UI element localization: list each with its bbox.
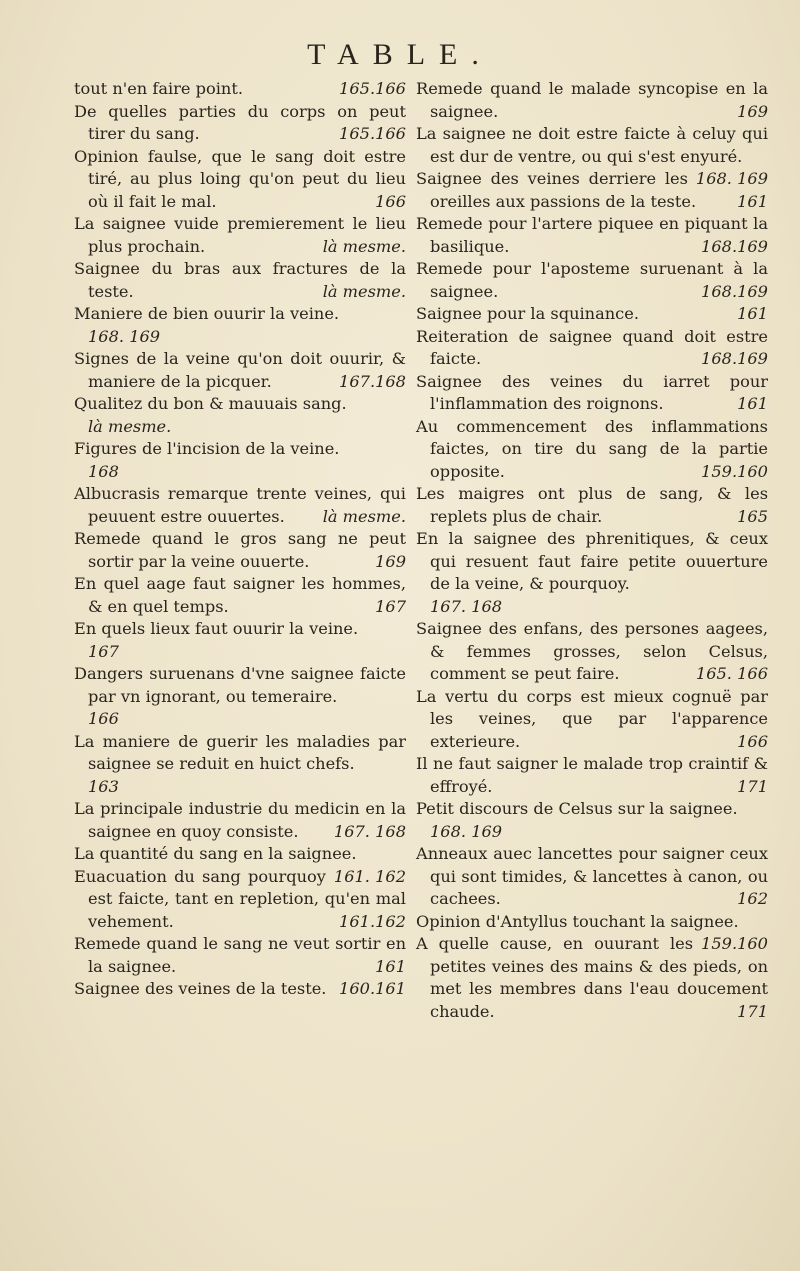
entry-text: Saignee des veines derriere les oreilles aux passions de la teste. [416,169,697,211]
entry-text: Petit discours de Celsus sur la saignee. [416,799,738,818]
page-ref: 167 [375,596,406,616]
page-ref: 161 [375,956,406,976]
entry-text: Il ne faut saigner le malade trop craintif & effroyé. [416,754,768,796]
page-ref: 167. 168 [333,821,406,841]
entry-text: Maniere de bien ouurir la veine. [74,304,340,323]
page-ref: 166 [737,731,768,751]
entry-text: Dangers suruenans d'vne saignee faicte par vn ignorant, ou temeraire. [74,664,406,706]
index-entry [416,798,768,843]
entry-text: Saignee pour la squinance. [416,304,639,323]
index-entry [416,911,768,953]
entry-text: Remede pour l'aposteme suruenant à la saignee. [416,259,768,301]
entry-text: Saignee des veines de la teste. [74,979,327,998]
page-ref: 171 [737,776,768,796]
index-entry [74,843,406,886]
page-ref: 165.166 [339,79,406,98]
index-column-left [74,78,406,1001]
index-entry [74,146,406,214]
page-ref: 166 [88,709,119,728]
index-entry [416,618,768,686]
index-entry [74,483,406,528]
entry-text: Saignee des veines du iarret pour l'inflammation des roignons. [416,371,768,413]
index-entry [74,393,406,438]
index-entry [416,123,768,188]
page-ref: 159.160 [701,934,768,953]
entry-text: Albucrasis remarque trente veines, qui peuuent estre ouuertes. [74,484,406,526]
entry-text: Reiteration de saignee quand doit estre faicte. [416,326,768,368]
entry-text: La quantité du sang en la saignee. [74,844,357,863]
index-column-right [416,78,768,1023]
index-entry [74,213,406,258]
entry-text: La maniere de guerir les maladies par saignee se reduit en huict chefs. [74,731,406,773]
entry-text: Remede quand le sang ne veut sortir en la saignee. [74,934,406,976]
page-ref: 161. 162 [333,866,406,886]
index-entry [74,528,406,573]
index-entry [74,731,406,799]
page-ref: 166 [375,191,406,211]
page-ref: 160.161 [339,979,406,998]
index-entry [74,933,406,978]
page-ref: 167 [88,641,119,661]
page-ref: 165.166 [339,124,406,143]
entry-text: Au commencement des inflammations faictes, on tire du sang de la partie opposite. [416,416,768,481]
page-ref: 169 [375,551,406,571]
entry-text: La saignee vuide premierement le lieu plus prochain. [74,214,406,256]
page-ref: là mesme. [322,281,406,301]
entry-text: En quel aage faut saigner les hommes, & en quel temps. [74,574,406,616]
index-entry [416,483,768,528]
index-entry [416,371,768,416]
entry-text: Qualitez du bon & mauuais sang. [74,394,347,413]
entry-text: Remede quand le malade syncopise en la saignee. [416,79,768,121]
page-ref: 168.169 [701,236,768,256]
index-entry [74,258,406,303]
entry-text: La principale industrie du medicin en la saignee en quoy consiste. [74,799,406,841]
index-entry [416,258,768,303]
index-entry [416,528,768,618]
page-ref: 167. 168 [430,596,503,616]
page-ref: 165 [737,506,768,526]
page-ref: 161.162 [339,911,406,931]
page-ref: 168 [88,461,119,481]
page-ref: 161 [737,191,768,211]
index-entry [416,303,768,326]
entry-text: Opinion faulse, que le sang doit estre tiré, au plus loing qu'on peut du lieu où il fait le mal. [74,146,406,211]
entry-text: En quels lieux faut ouurir la veine. [74,619,359,638]
index-entry [74,303,406,348]
page-ref: 165. 166 [695,664,768,683]
index-entry [416,78,768,123]
entry-text: Opinion d'Antyllus touchant la saignee. [416,911,739,931]
page-ref: 168. 169 [430,821,503,841]
page-ref: 167.168 [339,371,406,391]
entry-text: Signes de la veine qu'on doit ouurir, & maniere de la picquer. [74,349,406,391]
index-entry [74,573,406,618]
page-ref: 168.169 [701,349,768,368]
page-ref: 171 [737,1001,768,1021]
entry-text: Remede quand le gros sang ne peut sortir par la veine ouuerte. [74,529,406,571]
entry-text: Euacuation du sang pourquoy est faicte, tant en repletion, qu'en mal vehement. [74,866,406,931]
entry-text: Remede pour l'artere piquee en piquant la basilique. [416,214,768,256]
page-ref: 163 [88,776,119,796]
page-ref: 169 [737,101,768,121]
page-ref: là mesme. [322,236,406,256]
index-entry [74,438,406,483]
index-entry [74,618,406,663]
index-entry [74,663,406,731]
index-entry [74,348,406,393]
entry-text: tout n'en faire point. [74,79,243,98]
entry-text: La saignee ne doit estre faicte à celuy qui est dur de ventre, ou qui s'est enyuré. [416,124,768,166]
page-ref: 168. 169 [695,169,768,188]
entry-text: De quelles parties du corps on peut tirer du sang. [74,101,406,143]
index-entry [416,753,768,798]
page-ref: 161 [737,394,768,413]
index-entry [74,978,406,1001]
entry-text: Anneaux auec lancettes pour saigner ceux qui sont timides, & lancettes à canon, ou cachees. [416,844,768,908]
page-ref: 161 [737,304,768,323]
entry-text: La vertu du corps est mieux cognuë par les veines, que par l'apparence exterieure. [416,686,768,751]
page-ref: 162 [737,889,768,908]
page-ref: 168. 169 [88,326,161,346]
page-ref: là mesme. [322,506,406,526]
entry-text: Saignee des enfans, des persones aagees, & femmes grosses, selon Celsus, comment se peut faire. [416,619,768,683]
index-entry [74,78,406,101]
page-ref: 159.160 [701,461,768,481]
page-ref: 168.169 [701,281,768,301]
index-entry [416,416,768,484]
index-entry [74,798,406,843]
index-entry [416,843,768,911]
entry-text: Les maigres ont plus de sang, & les replets plus de chair. [416,484,768,526]
index-entry [74,101,406,146]
page-title: TABLE. [307,38,493,71]
entry-text: Saignee du bras aux fractures de la teste. [74,259,406,301]
page-ref: là mesme. [88,416,172,436]
entry-text: En la saignee des phrenitiques, & ceux qui resuent faut faire petite ouuerture de la veine, & pourquoy. [416,529,768,593]
entry-text: A quelle cause, en ouurant les petites veines des mains & des pieds, on met les membres dans l'eau doucement chaude. [416,934,768,1021]
index-entry [416,213,768,258]
entry-text: Figures de l'incision de la veine. [74,439,340,458]
index-entry [416,326,768,371]
index-entry [416,686,768,754]
